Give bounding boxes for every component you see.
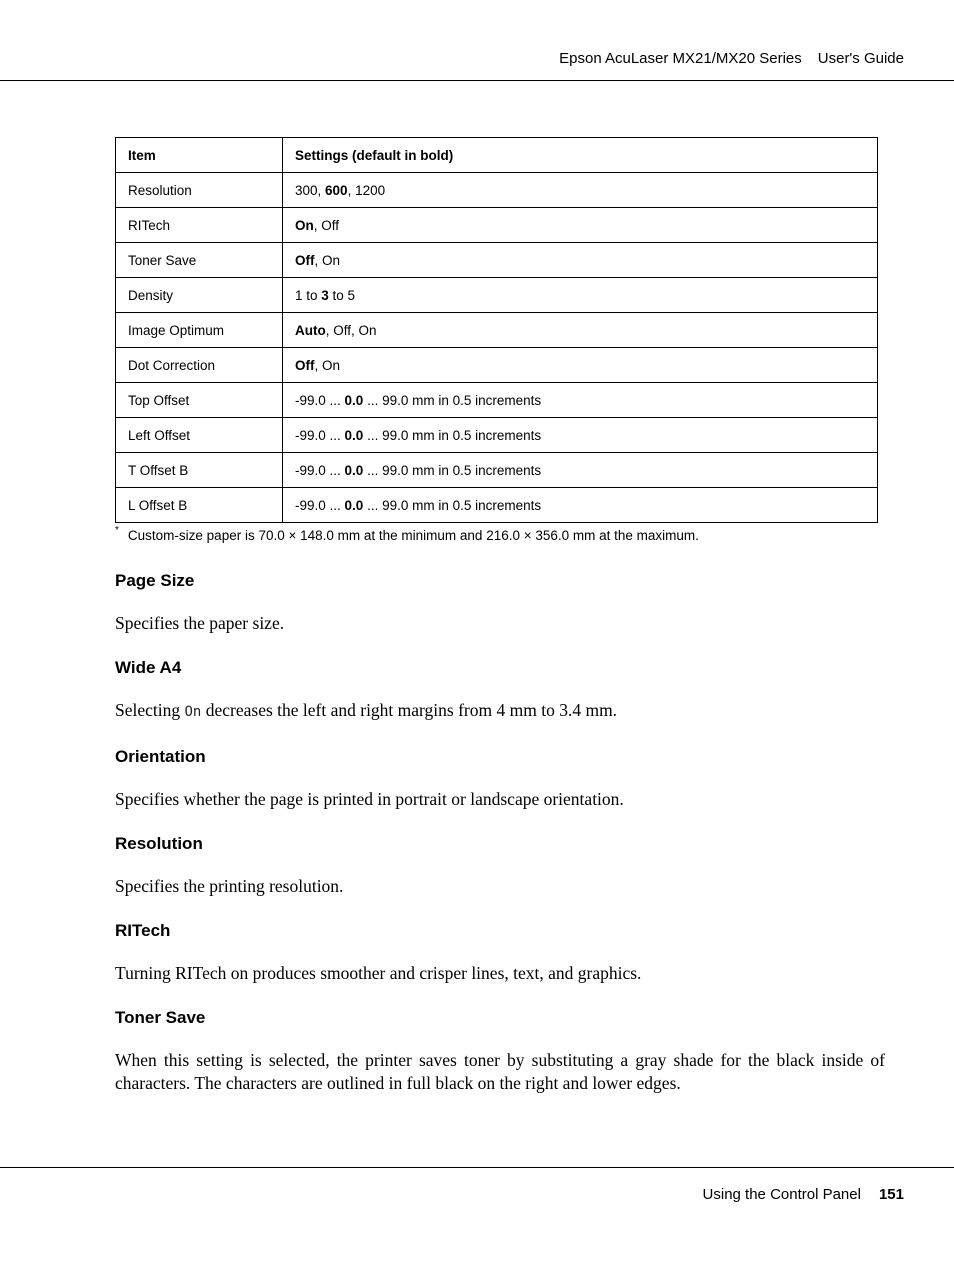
setting-text: to 5	[328, 287, 356, 303]
setting-value-code: On	[184, 704, 202, 720]
section-body: Turning RITech on produces smoother and crisper lines, text, and graphics.	[115, 963, 642, 983]
settings-cell	[283, 418, 878, 453]
item-cell: T Offset B	[116, 453, 283, 488]
table-row	[116, 278, 878, 313]
section-title: Orientation	[115, 747, 206, 766]
item-cell: RITech	[116, 208, 283, 243]
settings-cell	[283, 208, 878, 243]
item-cell: Top Offset	[116, 383, 283, 418]
section-page-size	[115, 568, 885, 635]
setting-text: ... 99.0 mm in 0.5 increments	[363, 497, 542, 513]
table-row	[116, 313, 878, 348]
default-value: 0.0	[344, 462, 364, 478]
item-cell: Dot Correction	[116, 348, 283, 383]
section-resolution	[115, 831, 885, 898]
table-row	[116, 243, 878, 278]
item-cell: Left Offset	[116, 418, 283, 453]
setting-text: -99.0 ...	[295, 392, 345, 408]
default-value: 0.0	[344, 497, 364, 513]
section-wide-a4	[115, 655, 885, 724]
section-title: Wide A4	[115, 658, 182, 677]
main-content	[115, 568, 885, 1115]
body-text: decreases the left and right margins from 4 mm to 3.4 mm.	[201, 700, 618, 720]
item-cell: Density	[116, 278, 283, 313]
setting-text: 300,	[295, 182, 326, 198]
section-toner-save	[115, 1005, 885, 1095]
section-body: When this setting is selected, the printer saves toner by substituting a gray shade for the black inside of characters. The characters are outlined in full black on the right and lower edges.	[115, 1050, 885, 1093]
section-title: RITech	[115, 921, 171, 940]
table-row	[116, 173, 878, 208]
setting-text: , On	[314, 252, 341, 268]
item-cell: Image Optimum	[116, 313, 283, 348]
table-row	[116, 208, 878, 243]
settings-cell	[283, 243, 878, 278]
table-row	[116, 488, 878, 523]
default-value: Auto	[295, 322, 326, 338]
section-body	[115, 699, 885, 724]
footnote-marker: *	[115, 525, 119, 536]
item-cell: Toner Save	[116, 243, 283, 278]
settings-cell	[283, 348, 878, 383]
default-value: 3	[321, 287, 329, 303]
setting-text: -99.0 ...	[295, 462, 345, 478]
settings-cell	[283, 453, 878, 488]
table-row	[116, 418, 878, 453]
section-title: Page Size	[115, 571, 195, 590]
default-value: Off	[295, 252, 315, 268]
item-cell: L Offset B	[116, 488, 283, 523]
table-body	[116, 173, 878, 523]
setting-text: , Off, On	[325, 322, 377, 338]
product-name: Epson AcuLaser MX21/MX20 Series	[559, 50, 802, 67]
table-row	[116, 383, 878, 418]
table-row	[116, 453, 878, 488]
setting-text: ... 99.0 mm in 0.5 increments	[363, 462, 542, 478]
default-value: 600	[325, 182, 348, 198]
settings-cell	[283, 383, 878, 418]
section-body: Specifies whether the page is printed in portrait or landscape orientation.	[115, 789, 624, 809]
section-title: Toner Save	[115, 1008, 206, 1027]
section-title: Resolution	[115, 834, 203, 853]
setting-text: -99.0 ...	[295, 497, 345, 513]
header-rule	[0, 80, 954, 81]
settings-cell	[283, 488, 878, 523]
body-text: Selecting	[115, 700, 185, 720]
section-body: Specifies the paper size.	[115, 613, 285, 633]
setting-text: -99.0 ...	[295, 427, 345, 443]
table-footnote	[115, 525, 699, 543]
setting-text: , On	[314, 357, 341, 373]
settings-cell	[283, 313, 878, 348]
settings-cell	[283, 278, 878, 313]
table-header-row	[116, 138, 878, 173]
item-cell: Resolution	[116, 173, 283, 208]
settings-cell	[283, 173, 878, 208]
section-body: Specifies the printing resolution.	[115, 876, 344, 896]
column-header-item: Item	[116, 138, 283, 173]
default-value: On	[295, 217, 314, 233]
default-value: Off	[295, 357, 315, 373]
chapter-title: Using the Control Panel	[702, 1186, 861, 1203]
section-ritech	[115, 918, 885, 985]
setting-text: ... 99.0 mm in 0.5 increments	[363, 392, 542, 408]
default-value: 0.0	[344, 392, 364, 408]
footer-rule	[0, 1167, 954, 1168]
default-value: 0.0	[344, 427, 364, 443]
page-footer	[703, 1186, 904, 1203]
table-row	[116, 348, 878, 383]
footnote-text: Custom-size paper is 70.0 × 148.0 mm at the minimum and 216.0 × 356.0 mm at the maximum.	[127, 528, 699, 543]
page-header	[559, 50, 904, 67]
setting-text: , 1200	[347, 182, 386, 198]
setting-text: ... 99.0 mm in 0.5 increments	[363, 427, 542, 443]
section-orientation	[115, 744, 885, 811]
setting-text: , Off	[313, 217, 340, 233]
column-header-settings: Settings (default in bold)	[283, 138, 878, 173]
guide-name: User's Guide	[817, 50, 904, 67]
setting-text: 1 to	[295, 287, 322, 303]
page-number: 151	[878, 1186, 904, 1203]
settings-table	[115, 137, 878, 523]
